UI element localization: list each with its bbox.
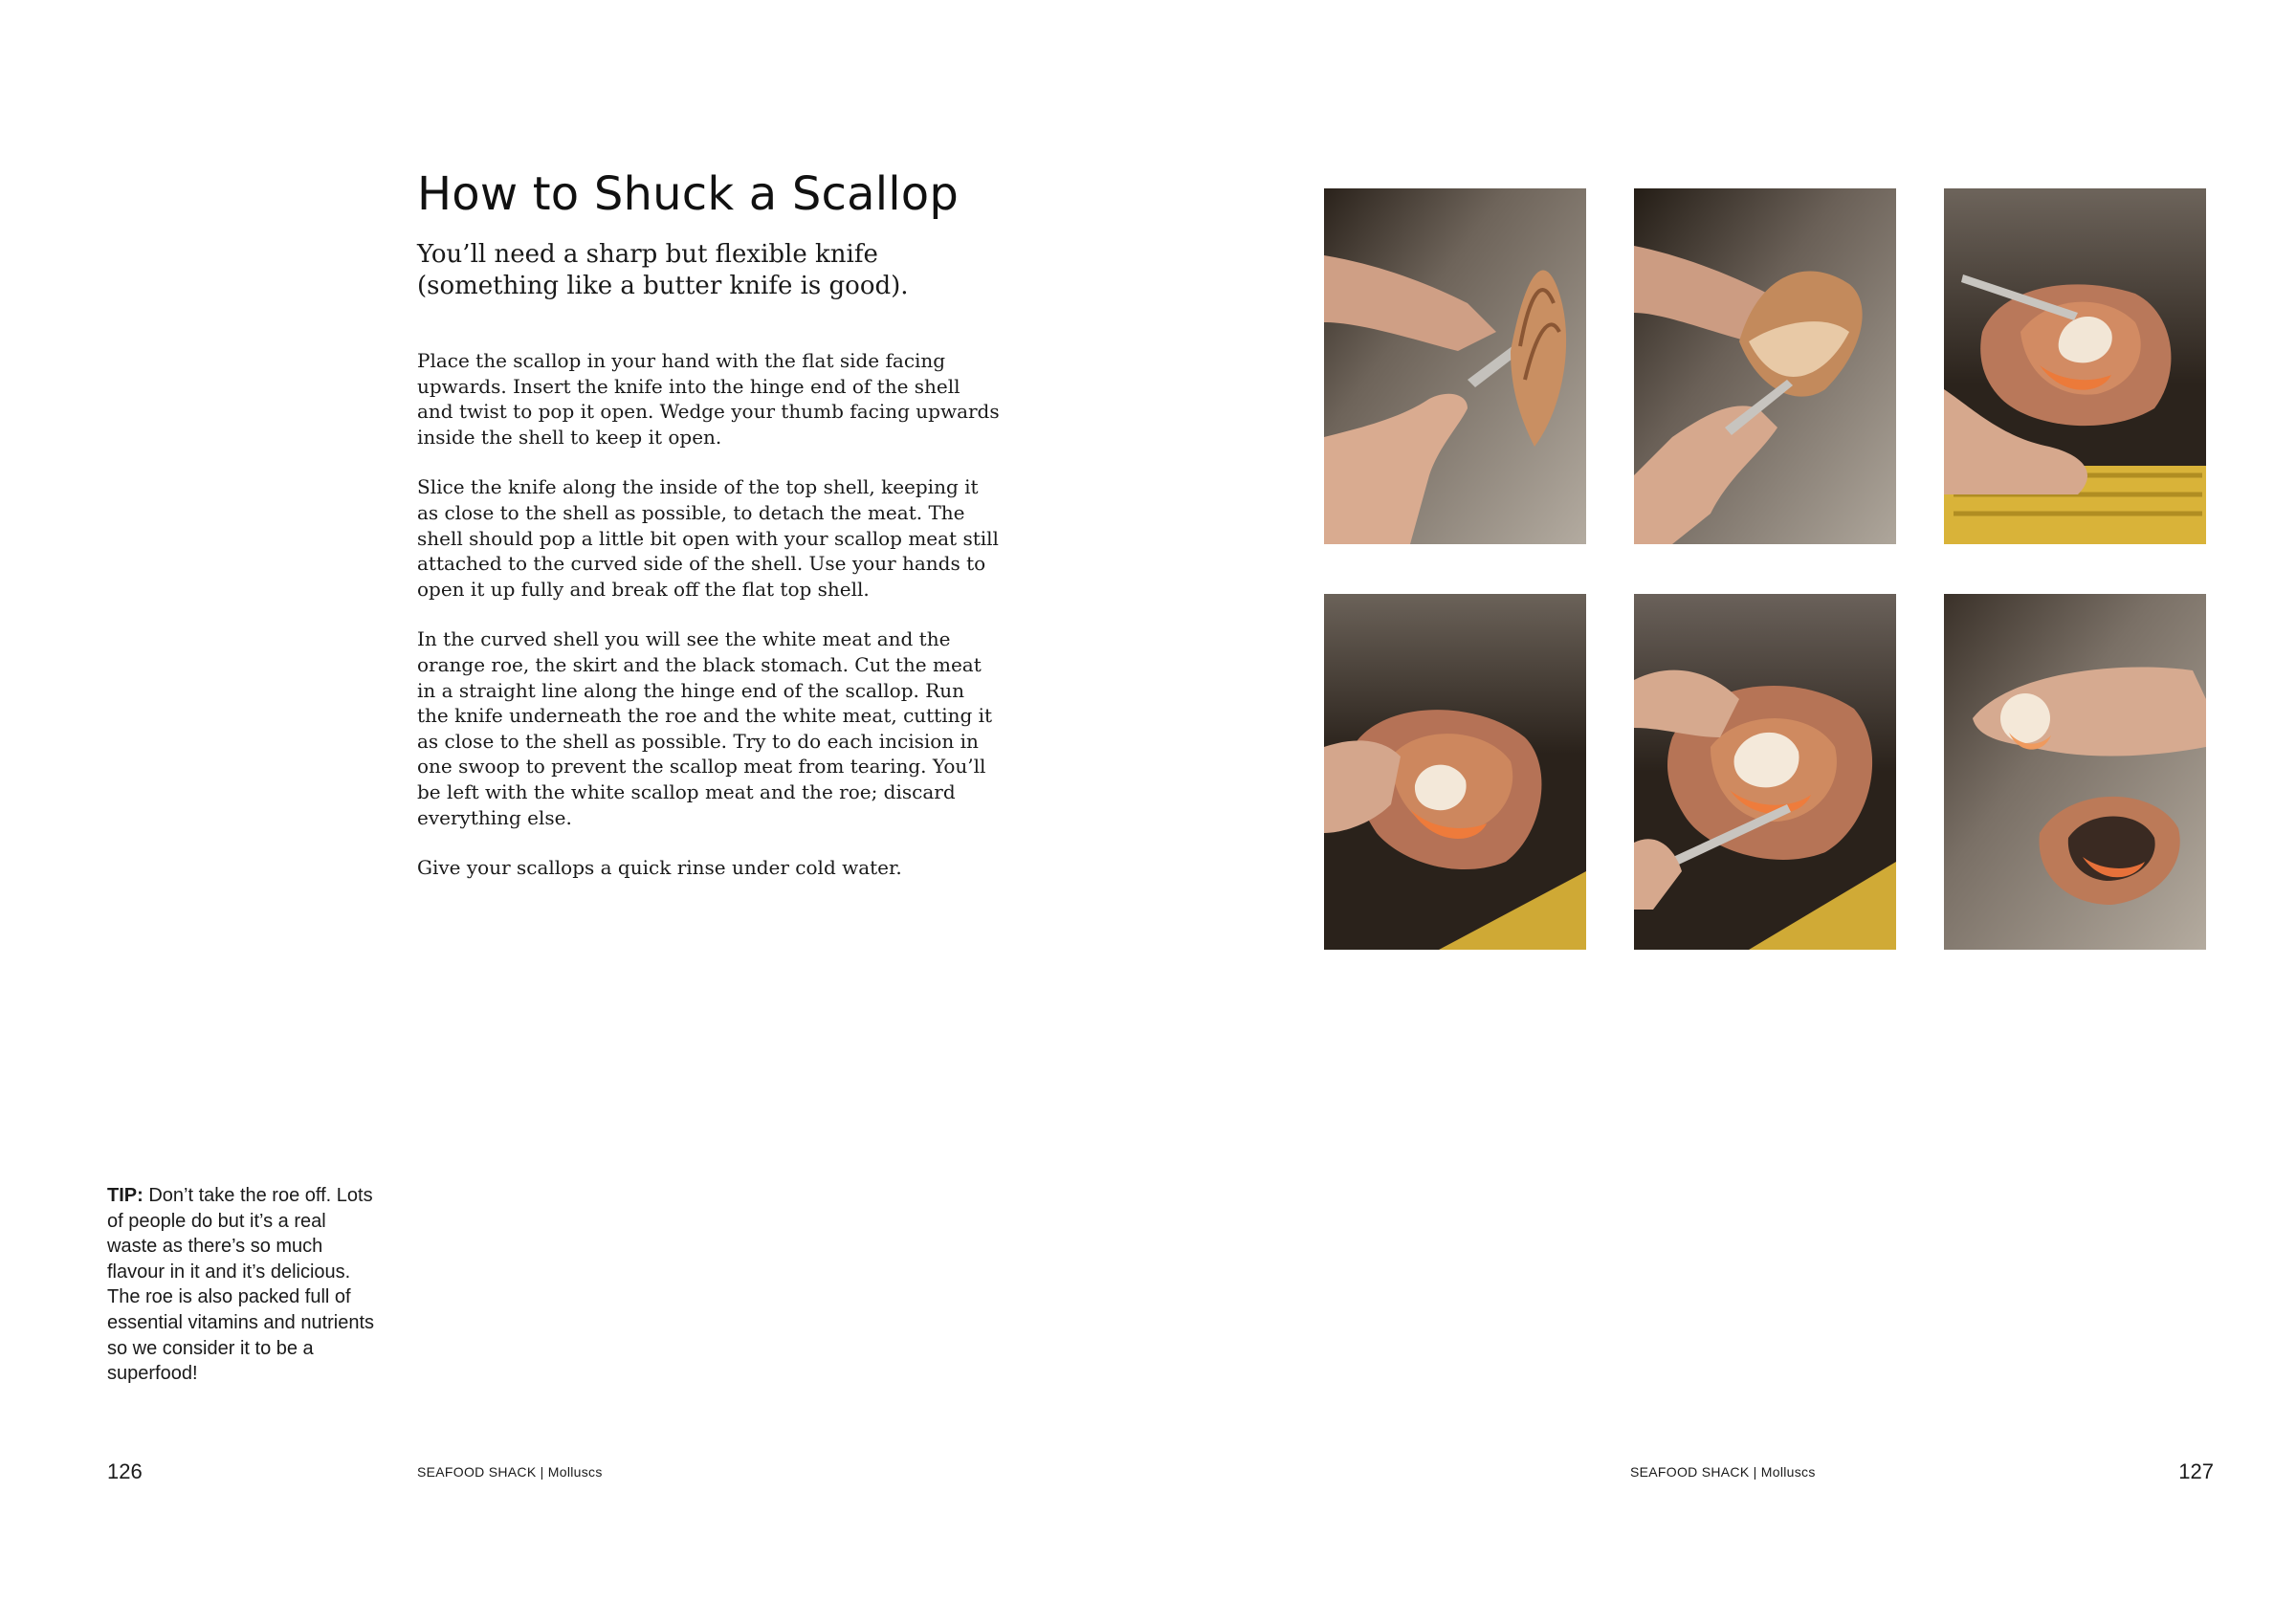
scallop-opening-photo (1634, 188, 1896, 544)
instruction-paragraph: Place the scallop in your hand with the flat side facing upwards. Insert the knife into the hinge end of the shell and twist to pop it open. Wedge your thumb facing upwards inside the shell to keep it open. (417, 349, 1000, 449)
page-number: 126 (107, 1459, 143, 1483)
running-head: SEAFOOD SHACK | Molluscs (417, 1464, 603, 1480)
scallop-cutting-photo (1634, 594, 1896, 950)
scallop-meat-photo (1324, 594, 1586, 950)
page-title: How to Shuck a Scallop (417, 167, 960, 221)
photo-grid (1324, 188, 2206, 950)
subtitle-line: (something like a butter knife is good). (417, 272, 909, 300)
scallop-closed-photo (1324, 188, 1586, 544)
tip-box (107, 1183, 375, 1387)
right-page (1148, 0, 2296, 1623)
running-head: SEAFOOD SHACK | Molluscs (1630, 1464, 1816, 1480)
scallop-shucked-photo (1944, 594, 2206, 950)
instructions (417, 348, 1001, 906)
subtitle (417, 239, 953, 302)
instruction-paragraph: Give your scallops a quick rinse under cold water. (417, 856, 902, 880)
subtitle-line: You’ll need a sharp but flexible knife (417, 240, 878, 269)
instruction-paragraph: In the curved shell you will see the white meat and the orange roe, the skirt and the black stomach. Cut the meat in a straight line along the hinge end of the scallop. Run the knife underneath the roe and the white meat, cutting it as close to the shell as possible. Try to do each incision in one swoop to prevent the scallop meat from tearing. You’ll be left with the white scallop meat and the roe; discard everything else. (417, 627, 993, 829)
tip-label: TIP: (107, 1185, 144, 1206)
instruction-paragraph: Slice the knife along the inside of the top shell, keeping it as close to the shell as possible, to detach the meat. The shell should pop a little bit open with your scallop meat still attached to the curved side of the shell. Use your hands to open it up fully and break off the flat top shell. (417, 475, 999, 601)
tip-text: Don’t take the roe off. Lots of people do but it’s a real waste as there’s so much flavour in it and it’s delicious. The roe is also packed full of essential vitamins and nutrients so we consider it to be a superfood! (107, 1185, 375, 1385)
scallop-open-photo (1944, 188, 2206, 544)
page-number: 127 (2178, 1459, 2214, 1483)
